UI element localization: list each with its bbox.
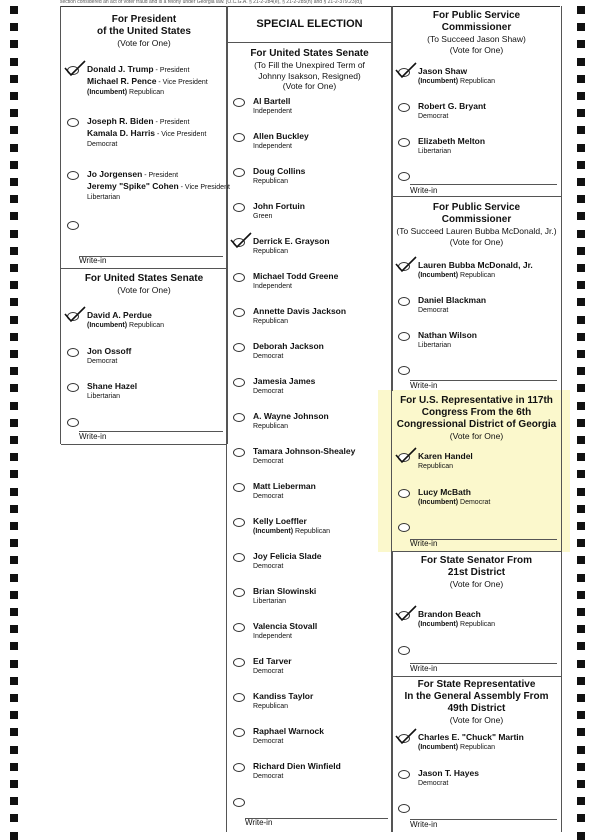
party: Democrat [87, 141, 118, 148]
candidate-name: Karen Handel [418, 451, 473, 461]
timing-mark [10, 677, 18, 685]
timing-mark [10, 92, 18, 100]
column-2 [226, 6, 393, 832]
race-subtitle: (To Fill the Unexpired Term of [254, 60, 365, 70]
timing-mark [577, 195, 585, 203]
party: Republican [253, 248, 289, 255]
vote-oval[interactable] [233, 588, 245, 597]
incumbent-label: (Incumbent) [418, 78, 459, 85]
timing-mark [577, 126, 585, 134]
race-title: For State Senator From [420, 555, 533, 566]
candidate-role: - President [142, 172, 179, 179]
vote-oval[interactable] [398, 297, 410, 306]
timing-mark [10, 488, 18, 496]
vote-oval[interactable] [233, 448, 245, 457]
vote-for: (Vote for One) [449, 431, 504, 441]
timing-mark [10, 264, 18, 272]
candidate-name: Kamala D. Harris [87, 128, 156, 138]
timing-mark [577, 264, 585, 272]
vote-for: (Vote for One) [449, 236, 504, 247]
timing-mark [10, 58, 18, 66]
checkmark-icon [394, 605, 418, 623]
incumbent-label: (Incumbent) [418, 744, 459, 751]
vote-oval[interactable] [233, 203, 245, 212]
race-title: In the General Assembly From [404, 691, 549, 702]
timing-mark [577, 178, 585, 186]
timing-mark [577, 6, 585, 14]
timing-mark [577, 763, 585, 771]
vote-oval[interactable] [398, 332, 410, 341]
race-title: Congress From the 6th [421, 407, 532, 418]
vote-for: (Vote for One) [449, 715, 504, 725]
candidate-name: Lauren Bubba McDonald, Jr. [418, 260, 533, 270]
candidate-name: Al Bartell [253, 96, 291, 106]
timing-mark [577, 230, 585, 238]
candidate-name: Jon Ossoff [87, 346, 132, 356]
party: Republican [129, 89, 165, 96]
timing-mark [10, 780, 18, 788]
write-in-label: Write-in [245, 818, 273, 827]
timing-mark [577, 212, 585, 220]
timing-mark [10, 556, 18, 564]
vote-oval[interactable] [233, 518, 245, 527]
candidate-name: Kandiss Taylor [253, 691, 314, 701]
timing-mark [577, 92, 585, 100]
party: Green [253, 213, 273, 220]
timing-mark [577, 780, 585, 788]
vote-oval[interactable] [67, 118, 79, 127]
timing-mark [10, 23, 18, 31]
timing-mark [10, 419, 18, 427]
race-title: For Public Service [432, 202, 521, 213]
timing-mark [577, 660, 585, 668]
write-in-label: Write-in [79, 256, 107, 265]
party: Republican [253, 423, 289, 430]
party: Republican [418, 463, 454, 470]
race-title: For President [111, 14, 177, 25]
timing-mark [577, 23, 585, 31]
timing-mark [10, 763, 18, 771]
timing-mark [577, 75, 585, 83]
party: Democrat [460, 499, 491, 506]
candidate-name: Brandon Beach [418, 609, 481, 619]
timing-mark [577, 419, 585, 427]
timing-mark [577, 144, 585, 152]
timing-mark [10, 470, 18, 478]
party: Republican [253, 178, 289, 185]
party: Independent [253, 108, 292, 115]
party: Republican [460, 78, 496, 85]
timing-mark [577, 556, 585, 564]
party: Democrat [253, 388, 284, 395]
candidate-name: Richard Dien Winfield [253, 761, 341, 771]
vote-oval[interactable] [233, 133, 245, 142]
timing-mark [10, 281, 18, 289]
timing-mark [577, 677, 585, 685]
vote-for: (Vote for One) [449, 579, 504, 589]
timing-mark [10, 453, 18, 461]
timing-mark [10, 316, 18, 324]
vote-oval[interactable] [398, 646, 410, 655]
party: Democrat [418, 780, 449, 787]
race-state-senate [392, 551, 561, 677]
timing-mark [577, 333, 585, 341]
timing-mark [10, 797, 18, 805]
timing-mark [10, 402, 18, 410]
special-election-heading: SPECIAL ELECTION [227, 6, 392, 43]
timing-mark [577, 367, 585, 375]
checkmark-icon [394, 728, 418, 746]
timing-mark [10, 436, 18, 444]
checkmark-icon [63, 60, 87, 78]
timing-mark [577, 58, 585, 66]
incumbent-label: (Incumbent) [87, 322, 128, 329]
incumbent-label: (Incumbent) [418, 499, 459, 506]
timing-mark [577, 522, 585, 530]
left-timing-marks [10, 0, 20, 832]
timing-mark [10, 728, 18, 736]
candidate-name: Jo Jorgensen [87, 169, 143, 179]
timing-mark [10, 247, 18, 255]
party: Republican [253, 703, 289, 710]
party: Independent [253, 143, 292, 150]
timing-mark [10, 75, 18, 83]
timing-mark [10, 608, 18, 616]
race-us-senate [61, 268, 227, 445]
timing-mark [10, 505, 18, 513]
race-subtitle: (To Succeed Lauren Bubba McDonald, Jr.) [396, 226, 557, 236]
vote-oval[interactable] [67, 418, 79, 427]
timing-mark [577, 488, 585, 496]
timing-mark [577, 298, 585, 306]
timing-mark [577, 316, 585, 324]
party: Republican [460, 621, 496, 628]
vote-oval[interactable] [67, 348, 79, 357]
timing-mark [10, 384, 18, 392]
vote-for: (Vote for One) [282, 81, 337, 91]
timing-mark [577, 109, 585, 117]
party: Libertarian [418, 148, 452, 155]
timing-mark [577, 505, 585, 513]
timing-mark [577, 436, 585, 444]
race-title: For United States Senate [84, 273, 204, 284]
race-title: For United States Senate [250, 48, 369, 59]
timing-mark [10, 230, 18, 238]
timing-mark [577, 694, 585, 702]
timing-mark [577, 728, 585, 736]
race-psc-shaw [392, 6, 561, 197]
write-in-line[interactable] [410, 184, 557, 185]
candidate-role: - Vice President [178, 184, 230, 191]
timing-mark [577, 40, 585, 48]
party: Republican [460, 272, 496, 279]
candidate-name: Deborah Jackson [253, 341, 324, 351]
timing-mark [577, 711, 585, 719]
timing-mark [10, 333, 18, 341]
candidate-name: Michael R. Pence [87, 76, 157, 86]
party: Democrat [253, 458, 284, 465]
candidate-name: Jason T. Hayes [418, 768, 479, 778]
candidate-name: Jason Shaw [418, 66, 468, 76]
candidate-role: - President [153, 67, 190, 74]
race-title: 21st District [447, 567, 506, 578]
vote-oval[interactable] [233, 168, 245, 177]
vote-oval[interactable] [233, 693, 245, 702]
vote-oval[interactable] [233, 378, 245, 387]
vote-oval[interactable] [233, 553, 245, 562]
timing-mark [10, 350, 18, 358]
candidate-name: Charles E. "Chuck" Martin [418, 732, 524, 742]
candidate-name: Lucy McBath [418, 487, 471, 497]
vote-oval[interactable] [398, 172, 410, 181]
party: Libertarian [253, 598, 287, 605]
right-timing-marks [577, 0, 587, 832]
party: Democrat [87, 358, 118, 365]
timing-mark [577, 281, 585, 289]
party: Democrat [253, 738, 284, 745]
race-title: For U.S. Representative in 117th [400, 395, 553, 406]
timing-mark [10, 711, 18, 719]
timing-mark [577, 402, 585, 410]
timing-mark [577, 350, 585, 358]
candidate-name: Michael Todd Greene [253, 271, 339, 281]
vote-oval[interactable] [233, 728, 245, 737]
timing-mark [577, 539, 585, 547]
header-fine-print: section considered an act of voter fraud and is a felony under Georgia law. [O.C.G.A. § 21-2-284(e), § 21-2-285(h) and § 21-2-379.23(d)] [60, 0, 560, 7]
write-in-label: Write-in [410, 664, 438, 673]
timing-mark [577, 247, 585, 255]
race-psc-mcdonald [392, 196, 561, 392]
checkmark-icon [394, 62, 418, 80]
candidate-name: Raphael Warnock [253, 726, 325, 736]
party: Independent [253, 283, 292, 290]
timing-mark [577, 814, 585, 822]
timing-mark [10, 660, 18, 668]
candidate-name: Jamesia James [253, 376, 316, 386]
party: Democrat [253, 668, 284, 675]
candidate-name: Nathan Wilson [418, 330, 477, 340]
candidate-name: Brian Slowinski [253, 586, 317, 596]
vote-oval[interactable] [233, 308, 245, 317]
timing-mark [10, 212, 18, 220]
incumbent-label: (Incumbent) [418, 621, 459, 628]
party: Independent [253, 633, 292, 640]
vote-oval[interactable] [233, 483, 245, 492]
party: Democrat [253, 773, 284, 780]
timing-mark [577, 832, 585, 840]
race-state-rep [392, 676, 561, 832]
vote-oval[interactable] [398, 770, 410, 779]
candidate-name: Valencia Stovall [253, 621, 318, 631]
timing-mark [10, 625, 18, 633]
candidate-name: Tamara Johnson-Shealey [253, 446, 356, 456]
timing-mark [10, 126, 18, 134]
timing-mark [577, 591, 585, 599]
timing-mark [10, 591, 18, 599]
timing-mark [577, 625, 585, 633]
timing-mark [10, 178, 18, 186]
timing-mark [10, 539, 18, 547]
incumbent-label: (Incumbent) [418, 272, 459, 279]
vote-oval[interactable] [233, 98, 245, 107]
candidate-name: A. Wayne Johnson [253, 411, 329, 421]
candidate-name: Shane Hazel [87, 381, 138, 391]
timing-mark [10, 6, 18, 14]
timing-mark [10, 574, 18, 582]
race-title: For Public Service [432, 10, 521, 21]
timing-mark [10, 522, 18, 530]
timing-mark [10, 161, 18, 169]
vote-for: (Vote for One) [117, 285, 171, 295]
race-us-house [392, 391, 561, 552]
candidate-name: Donald J. Trump [87, 64, 154, 74]
party: Democrat [253, 353, 284, 360]
incumbent-label: (Incumbent) [87, 89, 128, 96]
vote-oval[interactable] [398, 489, 410, 498]
candidate-role: - Vice President [156, 79, 208, 86]
candidate-name: Annette Davis Jackson [253, 306, 347, 316]
race-subtitle: (To Succeed Jason Shaw) [427, 34, 526, 44]
candidate-name: Doug Collins [253, 166, 306, 176]
candidate-name: David A. Perdue [87, 310, 152, 320]
timing-mark [577, 470, 585, 478]
candidate-role: - President [153, 119, 190, 126]
vote-oval[interactable] [398, 804, 410, 813]
party: Democrat [418, 113, 449, 120]
party: Libertarian [87, 194, 121, 201]
timing-mark [10, 109, 18, 117]
timing-mark [577, 642, 585, 650]
write-in-label: Write-in [410, 186, 438, 195]
vote-oval[interactable] [398, 366, 410, 375]
party: Republican [460, 744, 496, 751]
candidate-name: John Fortuin [253, 201, 305, 211]
timing-mark [577, 453, 585, 461]
candidate-name: Derrick E. Grayson [253, 236, 330, 246]
timing-mark [577, 574, 585, 582]
vote-oval[interactable] [233, 273, 245, 282]
party: Democrat [253, 563, 284, 570]
candidate-name: Joy Felicia Slade [253, 551, 322, 561]
vote-oval[interactable] [398, 103, 410, 112]
vote-oval[interactable] [398, 523, 410, 532]
write-in-label: Write-in [410, 820, 438, 829]
party: Republican [129, 322, 165, 329]
vote-oval[interactable] [233, 413, 245, 422]
candidate-name: Jeremy "Spike" Cohen [87, 181, 179, 191]
vote-oval[interactable] [233, 343, 245, 352]
candidate-name: Kelly Loeffler [253, 516, 307, 526]
timing-mark [10, 144, 18, 152]
column-3 [391, 6, 562, 832]
timing-mark [10, 694, 18, 702]
race-title: Congressional District of Georgia [396, 419, 557, 430]
vote-oval[interactable] [233, 763, 245, 772]
checkmark-icon [63, 306, 87, 324]
write-in-label: Write-in [410, 381, 438, 390]
timing-mark [10, 814, 18, 822]
timing-mark [10, 367, 18, 375]
race-president [61, 6, 230, 269]
timing-mark [577, 161, 585, 169]
candidate-name: Matt Lieberman [253, 481, 316, 491]
timing-mark [10, 746, 18, 754]
vote-for: (Vote for One) [117, 38, 171, 48]
party: Republican [295, 528, 331, 535]
vote-oval[interactable] [67, 171, 79, 180]
timing-mark [10, 40, 18, 48]
vote-oval[interactable] [233, 623, 245, 632]
race-title: 49th District [447, 703, 506, 714]
timing-mark [10, 298, 18, 306]
incumbent-label: (Incumbent) [253, 528, 294, 535]
candidate-name: Robert G. Bryant [418, 101, 487, 111]
write-in-label: Write-in [410, 539, 438, 548]
candidate-role: - Vice President [155, 131, 207, 138]
candidate-name: Ed Tarver [253, 656, 292, 666]
checkmark-icon [394, 256, 418, 274]
checkmark-icon [229, 232, 253, 250]
timing-mark [577, 797, 585, 805]
write-in-label: Write-in [79, 432, 107, 441]
race-subtitle: Johnny Isakson, Resigned) [258, 70, 361, 81]
vote-for: (Vote for One) [449, 44, 504, 55]
race-title: Commissioner [441, 214, 512, 225]
candidate-name: Daniel Blackman [418, 295, 487, 305]
candidate-name: Joseph R. Biden [87, 116, 154, 126]
timing-mark [577, 384, 585, 392]
candidate-name: Elizabeth Melton [418, 136, 486, 146]
vote-oval[interactable] [233, 658, 245, 667]
vote-oval[interactable] [67, 221, 79, 230]
vote-oval[interactable] [398, 138, 410, 147]
party: Libertarian [87, 393, 121, 400]
race-title: For State Representative [417, 679, 536, 690]
timing-mark [10, 642, 18, 650]
checkmark-icon [394, 447, 418, 465]
timing-mark [577, 608, 585, 616]
vote-oval[interactable] [233, 798, 245, 807]
timing-mark [10, 195, 18, 203]
timing-mark [10, 832, 18, 840]
party: Democrat [253, 493, 284, 500]
race-title: of the United States [97, 26, 191, 37]
timing-mark [577, 746, 585, 754]
vote-oval[interactable] [67, 383, 79, 392]
race-title: Commissioner [441, 22, 512, 33]
party: Libertarian [418, 342, 452, 349]
party: Republican [253, 318, 289, 325]
party: Democrat [418, 307, 449, 314]
candidate-name: Allen Buckley [253, 131, 309, 141]
column-1 [60, 6, 228, 444]
